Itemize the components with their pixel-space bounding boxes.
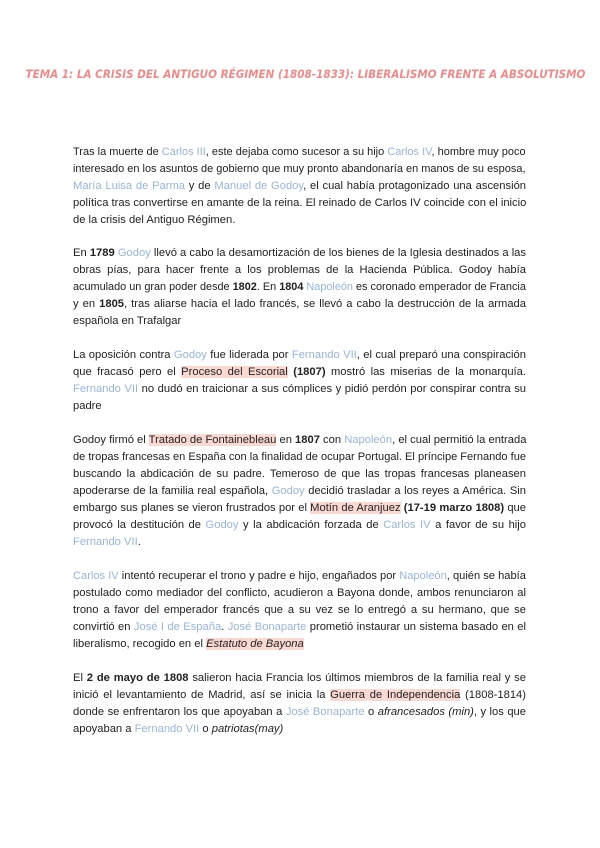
paragraph-line: apoyaban a Fernando VII o patriotas(may) [73,723,284,735]
highlighted-event: Proceso del Escorial [181,366,288,378]
italic-term: patriotas(may) [211,723,284,735]
paragraph-line: convirtió en José I de España. José Bonaparte prometió instaurar un sistema basado en el [73,621,526,633]
date: 1804 [279,281,304,293]
paragraph-line: acumulado un gran poder desde 1802. En 1804 Napoleón es coronado emperador de Francia [73,281,526,293]
document-title: TEMA 1: LA CRISIS DEL ANTIGUO RÉGIMEN (1808-1833): LIBERALISMO FRENTE A ABSOLUTISMO [25,67,586,81]
paragraph-line: La oposición contra Godoy fue liderada por Fernando VII, el cual preparó una conspiración [73,349,526,361]
paragraph-line: española en Trafalgar [73,315,182,327]
paragraph-line: trono a favor del emperador francés que a su vez se lo entregó a su hermano, que se [73,604,526,616]
highlighted-event: Tratado de Fontainebleau [148,434,277,446]
person-name: Carlos IV [387,146,432,158]
paragraph-line: provocó la destitución de Godoy y la abdicación forzada de Carlos IV a favor de su hijo [73,519,526,531]
paragraph-line: que fracasó pero el Proceso del Escorial (1807) mostró las miserias de la monarquía. [73,366,526,378]
paragraph-line: padre [73,400,102,412]
paragraph-line: Fernando VII no dudó en traicionar a sus cómplices y pidió perdón por conspirar contra su [73,383,527,395]
paragraph-line: postulado como mediador del conflicto, acudieron a Bayona donde, ambos renunciaron al [73,587,526,599]
person-name: Napoleón [399,570,447,582]
person-name: José Bonaparte [285,706,365,718]
person-name: Carlos III [161,146,206,158]
paragraph-line: de tropas francesas en España con la finalidad de ocupar Portugal. El príncipe Fernando fue [73,451,526,463]
person-name: Fernando VII [73,383,139,395]
date: (17-19 marzo 1808) [403,502,505,514]
paragraph-line: Fernando VII. [73,536,141,548]
paragraph-line: En 1789 Godoy llevó a cabo la desamortización de los bienes de la Iglesia destinados a las [73,247,526,259]
date: 1807 [295,434,320,446]
person-name: Fernando VII [73,536,138,548]
person-name: José Bonaparte [227,621,307,633]
person-name: Napoleón [306,281,353,293]
italic-term: afrancesados (min) [377,706,474,718]
person-name: Godoy [117,247,151,259]
date: 1802 [232,281,257,293]
person-name: Carlos IV [383,519,431,531]
paragraph-line: inició el levantamiento de Madrid, así se inicia la Guerra de Independencia (1808-1814) [73,689,526,701]
date: (1807) [293,366,326,378]
paragraph-line: María Luisa de Parma y de Manuel de Godoy, el cual había protagonizado una ascensión [73,180,527,192]
paragraph-line: embargo sus planes se vieron frustrados por el Motín de Aranjuez (17-19 marzo 1808) que [73,502,526,514]
date: 2 de mayo de 1808 [86,672,189,684]
paragraph-line: buscando la abdicación de su padre. Temeroso de que las tropas francesas planeasen [73,468,526,480]
paragraph-line: liberalismo, recogido en el Estatuto de Bayona [73,638,304,650]
highlighted-event: Guerra de Independencia [330,689,461,701]
person-name: Manuel de Godoy [214,180,304,192]
paragraph-line: Carlos IV intentó recuperar el trono y padre e hijo, engañados por Napoleón, quién se había [73,570,526,582]
paragraph-line: de la crisis del Antiguo Régimen. [73,214,236,226]
person-name: Godoy [173,349,207,361]
paragraph-line: Tras la muerte de Carlos III, este dejaba como sucesor a su hijo Carlos IV, hombre muy poco [73,146,526,158]
person-name: María Luisa de Parma [73,180,186,192]
person-name: Napoleón [344,434,393,446]
highlighted-event: Estatuto de Bayona [206,638,304,650]
person-name: Carlos IV [73,570,119,582]
paragraph-line: Godoy firmó el Tratado de Fontainebleau en 1807 con Napoleón, el cual permitió la entrada [73,434,527,446]
paragraph-line: y en 1805, tras aliarse hacia el lado francés, se llevó a cabo la destrucción de la armada [73,298,526,310]
person-name: Godoy [205,519,239,531]
paragraph-line: política tras convertirse en amante de la reina. El reinado de Carlos IV coincide con el inicio [73,197,527,209]
person-name: Godoy [271,485,305,497]
person-name: José I de España [133,621,222,633]
paragraph-line: apoderarse de la familia real española, Godoy decidió trasladar a los reyes a América. Sin [73,485,526,497]
paragraph-line: interesado en los asuntos de gobierno que muy pronto abandonaría en manos de su esposa, [73,163,526,175]
date: 1805 [99,298,125,310]
person-name: Fernando VII [291,349,357,361]
paragraph-line: El 2 de mayo de 1808 salieron hacia Francia los últimos miembros de la familia real y se [73,672,526,684]
person-name: Fernando VII [134,723,200,735]
paragraph-line: obras pías, para hacer frente a los problemas de la Hacienda Pública. Godoy había [73,264,526,276]
highlighted-event: Motín de Aranjuez [310,502,401,514]
date: 1789 [89,247,115,259]
paragraph-line: donde se enfrentaron los que apoyaban a José Bonaparte o afrancesados (min), y los que [73,706,526,718]
